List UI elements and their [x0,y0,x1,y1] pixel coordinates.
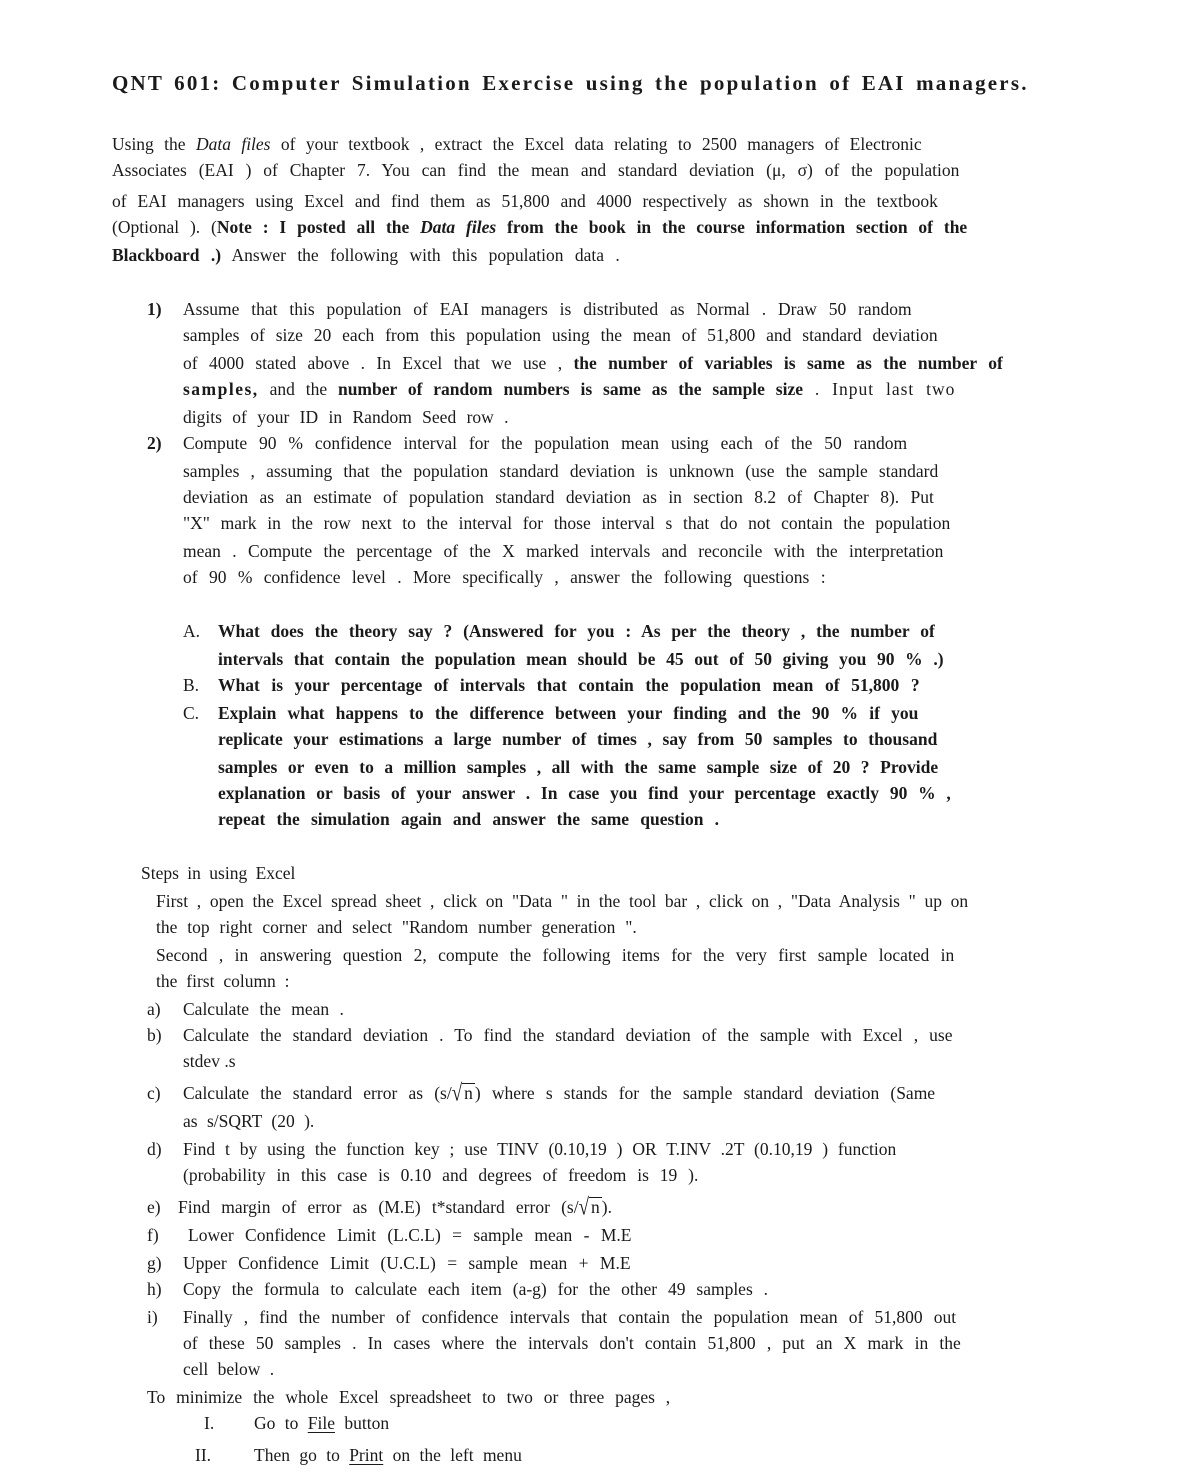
subq-label: B. [183,675,200,695]
subq-c-line-3: samples or even to a million samples , all with the same sample size of 20 ? Provide [218,757,939,777]
radicand: n [464,1083,473,1103]
roman-label: I. [204,1413,215,1433]
step-text: Find margin of error as (M.E) t*standard error (s/ [178,1197,579,1217]
intro-italic: Data files [195,134,271,154]
steps-second-line-2: the first column : [156,971,290,991]
subq-c-line-5: repeat the simulation again and answer the same question . [218,809,719,829]
q2-line-5: mean . Compute the percentage of the X marked intervals and reconcile with the interpretation [183,541,944,561]
q2-line-4: "X" mark in the row next to the interval for those interval s that do not contain the population [183,513,951,533]
subq-a-line-2: intervals that contain the population mean should be 45 out of 50 giving you 90 % .) [218,649,944,669]
step-label: i) [147,1307,158,1327]
file-button-label: File [307,1413,335,1433]
step-i-line-3: cell below . [183,1359,275,1379]
q1-line-3 [183,352,1003,374]
intro-text: (Optional ). ( [112,217,217,237]
square-root-icon: √ [451,1080,463,1107]
minimize-step-2 [254,1444,522,1466]
subq-c-line-1: Explain what happens to the difference between your finding and the 90 % if you [218,703,919,723]
step-h: Copy the formula to calculate each item (a-g) for the other 49 samples . [183,1279,769,1299]
q1-line-5: digits of your ID in Random Seed row . [183,407,509,427]
step-text: Then go to [254,1445,350,1465]
step-label: a) [147,999,161,1019]
step-b-line-2: stdev .s [183,1051,236,1071]
step-text: Go to [254,1413,308,1433]
intro-text: Answer the following with this population data . [221,245,620,265]
step-label: b) [147,1025,162,1045]
print-menu-label: Print [349,1445,384,1465]
step-f: Lower Confidence Limit (L.C.L) = sample mean - M.E [188,1225,632,1245]
step-label: h) [147,1279,162,1299]
q1-bold: the number of variables is same as the number of [562,353,1003,373]
step-text: ). [601,1197,612,1217]
step-text: on the left menu [383,1445,522,1465]
radicand: n [591,1197,600,1217]
subq-a-line-1: What does the theory say ? (Answered for you : As per the theory , the number of [218,621,935,641]
question-number: 2) [147,433,162,453]
subq-label: A. [183,621,201,641]
q1-bold: number of random numbers is same as the sample size [337,379,804,399]
step-label: g) [147,1253,162,1273]
q2-line-2: samples , assuming that the population standard deviation is unknown (use the sample standard [183,461,939,481]
intro-bold-italic: Data files [420,217,497,237]
q1-line-4 [183,378,955,400]
step-text: button [334,1413,390,1433]
intro-line-1 [112,133,922,155]
q1-text: and the [258,379,338,399]
step-d-line-2: (probability in this case is 0.10 and degrees of freedom is 19 ). [183,1165,699,1185]
minimize-heading: To minimize the whole Excel spreadsheet to two or three pages , [147,1387,671,1407]
step-text: ) where s stands for the sample standard deviation (Same [474,1083,936,1103]
step-text: Calculate the standard error as (s/ [183,1083,452,1103]
intro-text: of your textbook , extract the Excel data relating to 2500 managers of Electronic [270,134,922,154]
intro-line-5 [112,244,620,266]
intro-line-4 [112,216,967,238]
steps-first-line-1: First , open the Excel spread sheet , click on "Data " in the tool bar , click on , "Data Analysis " up on [156,891,969,911]
square-root-icon: √ [578,1194,590,1221]
intro-bold: Blackboard .) [112,245,222,265]
step-i-line-1: Finally , find the number of confidence intervals that contain the population mean of 51,800 out [183,1307,957,1327]
q2-line-6: of 90 % confidence level . More specifically , answer the following questions : [183,567,826,587]
subq-c-line-4: explanation or basis of your answer . In case you find your percentage exactly 90 % , [218,783,951,803]
subq-b-line-1: What is your percentage of intervals that contain the population mean of 51,800 ? [218,675,920,695]
intro-line-3: of EAI managers using Excel and find them as 51,800 and 4000 respectively as shown in the textbook [112,191,938,211]
q2-line-1: Compute 90 % confidence interval for the population mean using each of the 50 random [183,433,908,453]
step-e [178,1196,612,1219]
step-label: f) [147,1225,159,1245]
step-g: Upper Confidence Limit (U.C.L) = sample mean + M.E [183,1253,631,1273]
step-c-line-1 [183,1082,935,1105]
q1-line-2: samples of size 20 each from this population using the mean of 51,800 and standard deviation [183,325,938,345]
roman-label: II. [195,1445,212,1465]
step-c-line-2: as s/SQRT (20 ). [183,1111,315,1131]
step-i-line-2: of these 50 samples . In cases where the intervals don't contain 51,800 , put an X mark in the [183,1333,961,1353]
step-label: d) [147,1139,162,1159]
q1-bold: samples, [183,379,259,399]
step-label: c) [147,1083,161,1103]
minimize-step-1 [254,1412,389,1434]
intro-line-2: Associates (EAI ) of Chapter 7. You can find the mean and standard deviation (μ, σ) of the population [112,160,960,180]
steps-first-line-2: the top right corner and select "Random number generation ". [156,917,637,937]
step-a: Calculate the mean . [183,999,344,1019]
step-b-line-1: Calculate the standard deviation . To find the standard deviation of the sample with Excel , use [183,1025,953,1045]
step-label: e) [147,1197,161,1217]
intro-text: Using the [112,134,196,154]
steps-second-line-1: Second , in answering question 2, compute the following items for the very first sample located in [156,945,955,965]
step-d-line-1: Find t by using the function key ; use TINV (0.10,19 ) OR T.INV .2T (0.10,19 ) function [183,1139,897,1159]
q1-line-1: Assume that this population of EAI managers is distributed as Normal . Draw 50 random [183,299,912,319]
steps-heading: Steps in using Excel [141,863,296,883]
q1-text: . Input last two [803,379,956,399]
question-number: 1) [147,299,162,319]
intro-bold: from the book in the course information section of the [496,217,968,237]
q2-line-3: deviation as an estimate of population standard deviation as in section 8.2 of Chapter 8). Put [183,487,934,507]
page-title: QNT 601: Computer Simulation Exercise using the population of EAI managers. [112,71,1029,95]
subq-c-line-2: replicate your estimations a large number of times , say from 50 samples to thousand [218,729,938,749]
intro-bold: Note : I posted all the [216,217,421,237]
q1-text: of 4000 stated above . In Excel that we use , [183,353,563,373]
subq-label: C. [183,703,200,723]
